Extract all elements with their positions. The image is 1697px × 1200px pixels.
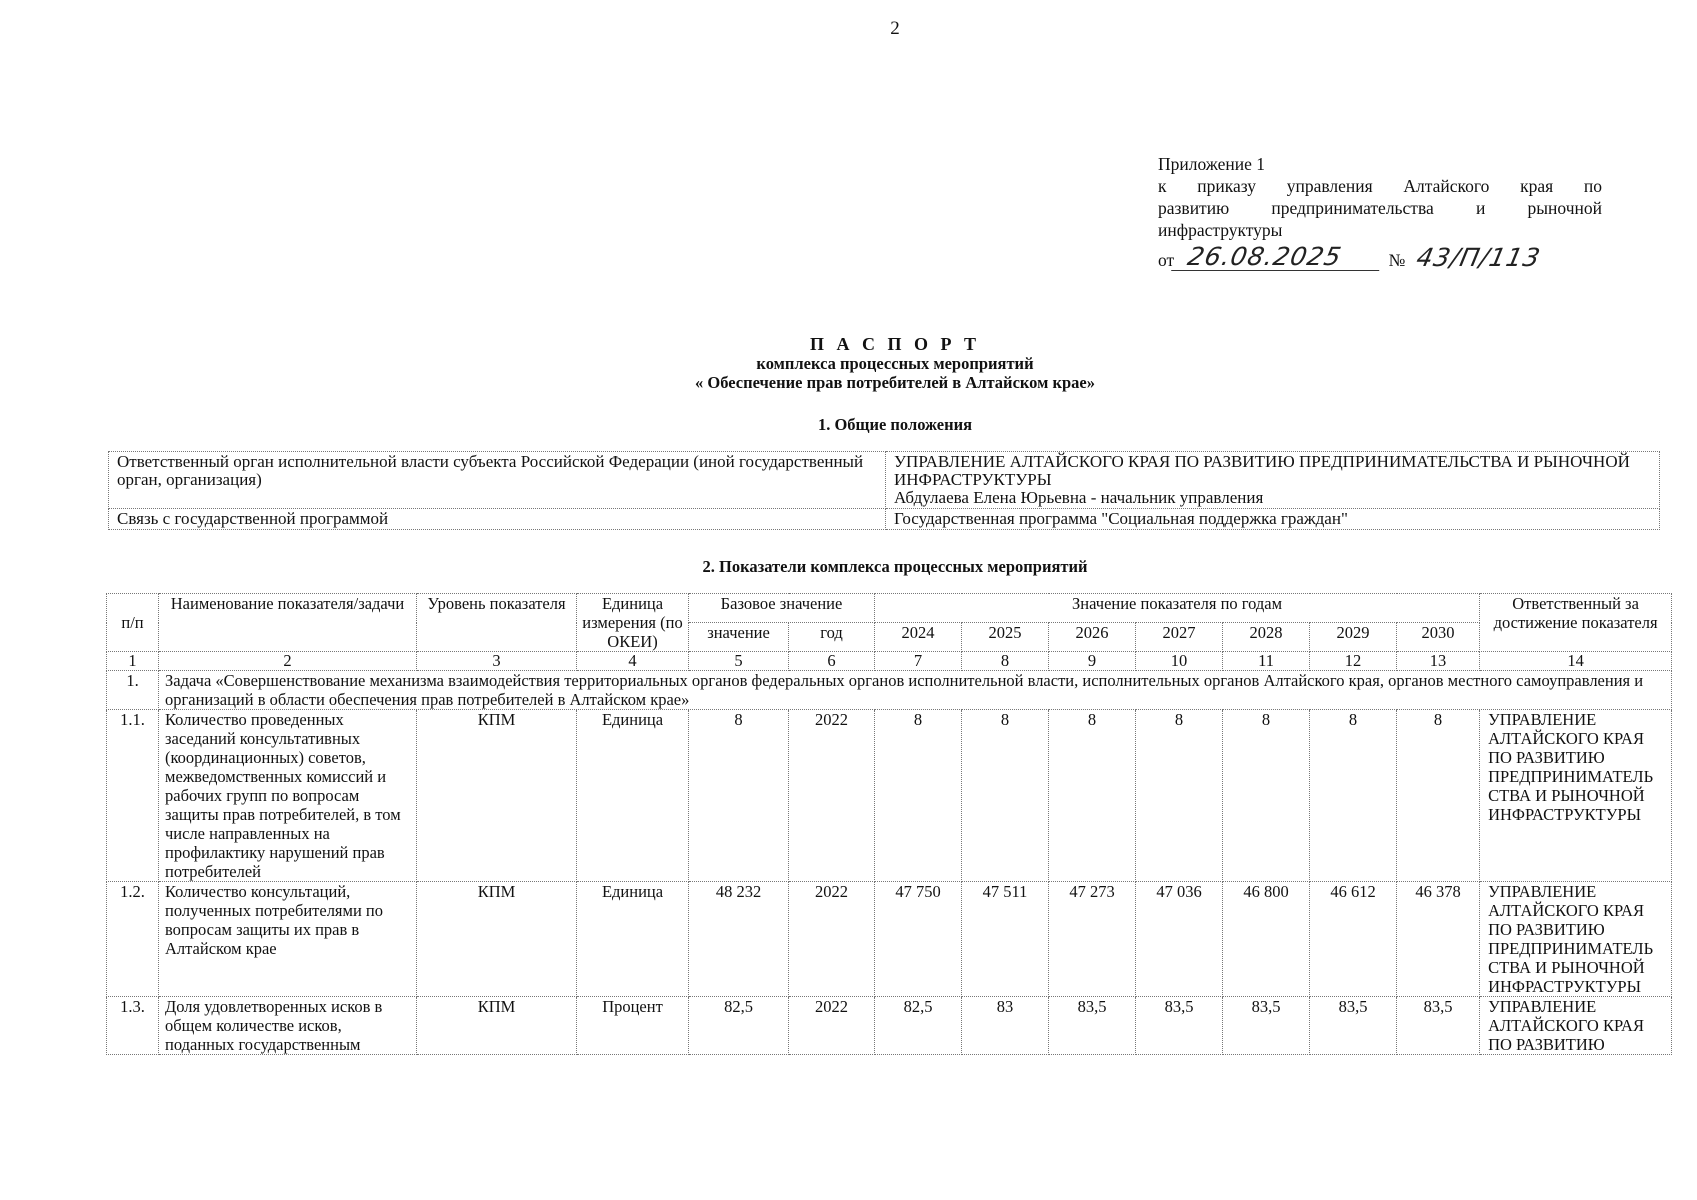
header-base-value: значение: [689, 623, 789, 652]
indicator-unit: Единица: [577, 882, 689, 997]
column-number: 14: [1480, 652, 1672, 671]
responsible-org: УПРАВЛЕНИЕ АЛТАЙСКОГО КРАЯ ПО РАЗВИТИЮ ПРЕДПРИНИМАТЕЛЬ СТВА И РЫНОЧНОЙ ИНФРАСТРУКТУРЫ: [1480, 882, 1672, 997]
year-value: 46 800: [1223, 882, 1310, 997]
header-pp: п/п: [107, 594, 159, 652]
responsible-head: Абдулаева Елена Юрьевна - начальник управления: [894, 488, 1264, 507]
indicator-level: КПМ: [417, 710, 577, 882]
year-value: 8: [1136, 710, 1223, 882]
year-value: 47 273: [1049, 882, 1136, 997]
section2-heading: 2. Показатели комплекса процессных мероприятий: [702, 557, 1088, 576]
column-number: 1: [107, 652, 159, 671]
header-year: 2025: [962, 623, 1049, 652]
column-number: 6: [789, 652, 875, 671]
row-number: 1.2.: [107, 882, 159, 997]
column-number: 2: [159, 652, 417, 671]
table-row: [109, 452, 1660, 509]
header-unit: Единица измерения (по ОКЕИ): [577, 594, 689, 652]
year-value: 82,5: [875, 997, 962, 1055]
year-value: 8: [1397, 710, 1480, 882]
year-value: 8: [1049, 710, 1136, 882]
year-value: 8: [1310, 710, 1397, 882]
responsible-body: УПРАВЛЕНИЕ АЛТАЙСКОГО КРАЯ ПО РАЗВИТИЮ ПРЕДПРИНИМАТЕЛЬСТВА И РЫНОЧНОЙ ИНФРАСТРУКТУРЫ: [894, 452, 1630, 489]
year-value: 8: [875, 710, 962, 882]
table-row: [107, 997, 1672, 1055]
year-value: 83,5: [1223, 997, 1310, 1055]
header-base-year: год: [789, 623, 875, 652]
table-row: [107, 710, 1672, 882]
handwritten-date: 26.08.2025: [1171, 244, 1385, 271]
base-year: 2022: [789, 997, 875, 1055]
base-value: 48 232: [689, 882, 789, 997]
title-passport: П А С П О Р Т: [809, 334, 980, 354]
column-number-row: [107, 652, 1672, 671]
document-title: [0, 335, 1697, 392]
column-number: 3: [417, 652, 577, 671]
indicator-unit: Процент: [577, 997, 689, 1055]
handwritten-number: 43/П/113: [1414, 243, 1544, 272]
header-by-years: Значение показателя по годам: [875, 594, 1480, 623]
base-value: 82,5: [689, 997, 789, 1055]
year-value: 47 750: [875, 882, 962, 997]
indicators-table: [106, 593, 1672, 1055]
appendix-line: развитию предпринимательства и рыночной: [1158, 198, 1602, 218]
base-year: 2022: [789, 710, 875, 882]
row-number: 1.3.: [107, 997, 159, 1055]
row-value: Государственная программа "Социальная поддержка граждан": [886, 509, 1660, 530]
order-date-number: [1158, 241, 1602, 271]
column-number: 13: [1397, 652, 1480, 671]
indicator-name: Доля удовлетворенных исков в общем количестве исков, поданных государственным: [159, 997, 417, 1055]
row-label: Связь с государственной программой: [109, 509, 886, 530]
title-program-name: « Обеспечение прав потребителей в Алтайском крае»: [694, 373, 1095, 392]
header-year: 2024: [875, 623, 962, 652]
column-number: 9: [1049, 652, 1136, 671]
header-year: 2026: [1049, 623, 1136, 652]
title-subtitle: комплекса процессных мероприятий: [756, 354, 1034, 373]
base-value: 8: [689, 710, 789, 882]
appendix-line: к приказу управления Алтайского края по: [1158, 176, 1602, 196]
section1-heading: 1. Общие положения: [817, 415, 973, 434]
page-number: 2: [890, 18, 900, 39]
row-number: 1.1.: [107, 710, 159, 882]
number-label: №: [1388, 250, 1406, 270]
indicator-level: КПМ: [417, 882, 577, 997]
general-provisions-table: [108, 451, 1660, 530]
indicator-name: Количество консультаций, полученных потребителями по вопросам защиты их прав в Алтайском крае: [159, 882, 417, 997]
responsible-org: УПРАВЛЕНИЕ АЛТАЙСКОГО КРАЯ ПО РАЗВИТИЮ ПРЕДПРИНИМАТЕЛЬ СТВА И РЫНОЧНОЙ ИНФРАСТРУКТУРЫ: [1480, 710, 1672, 882]
row-label: Ответственный орган исполнительной власти субъекта Российской Федерации (иной государственный орган, организация): [109, 452, 886, 509]
year-value: 83: [962, 997, 1049, 1055]
year-value: 8: [1223, 710, 1310, 882]
row-value: [886, 452, 1660, 509]
column-number: 12: [1310, 652, 1397, 671]
year-value: 83,5: [1397, 997, 1480, 1055]
year-value: 8: [962, 710, 1049, 882]
header-level: Уровень показателя: [417, 594, 577, 652]
indicator-unit: Единица: [577, 710, 689, 882]
indicator-name: Количество проведенных заседаний консультативных (координационных) советов, межведомственных комиссий и рабочих групп по вопросам защиты прав потребителей, в том числе направленных на профилактику нарушений прав потребителей: [159, 710, 417, 882]
column-number: 7: [875, 652, 962, 671]
year-value: 83,5: [1049, 997, 1136, 1055]
column-number: 11: [1223, 652, 1310, 671]
base-year: 2022: [789, 882, 875, 997]
appendix-line: Приложение 1: [1158, 154, 1266, 174]
header-row: [107, 594, 1672, 623]
task-number: 1.: [107, 671, 159, 710]
task-row: [107, 671, 1672, 710]
column-number: 5: [689, 652, 789, 671]
appendix-block: [1158, 153, 1602, 271]
table-row: [109, 509, 1660, 530]
year-value: 47 511: [962, 882, 1049, 997]
year-value: 46 612: [1310, 882, 1397, 997]
header-responsible: Ответственный за достижение показателя: [1480, 594, 1672, 652]
header-base: Базовое значение: [689, 594, 875, 623]
year-value: 83,5: [1310, 997, 1397, 1055]
column-number: 8: [962, 652, 1049, 671]
year-value: 46 378: [1397, 882, 1480, 997]
column-number: 10: [1136, 652, 1223, 671]
indicator-level: КПМ: [417, 997, 577, 1055]
year-value: 83,5: [1136, 997, 1223, 1055]
header-year: 2029: [1310, 623, 1397, 652]
header-name: Наименование показателя/задачи: [159, 594, 417, 652]
appendix-line: инфраструктуры: [1158, 220, 1283, 240]
task-text: Задача «Совершенствование механизма взаимодействия территориальных органов федеральных органов исполнительной власти, исполнительных органов Алтайского края, органов местного самоуправления и организаций в области обеспечения прав потребителей в Алтайском крае»: [159, 671, 1672, 710]
table-row: [107, 882, 1672, 997]
column-number: 4: [577, 652, 689, 671]
header-year: 2027: [1136, 623, 1223, 652]
responsible-org: УПРАВЛЕНИЕ АЛТАЙСКОГО КРАЯ ПО РАЗВИТИЮ: [1480, 997, 1672, 1055]
header-year: 2028: [1223, 623, 1310, 652]
year-value: 47 036: [1136, 882, 1223, 997]
header-year: 2030: [1397, 623, 1480, 652]
from-label: от: [1158, 250, 1175, 270]
